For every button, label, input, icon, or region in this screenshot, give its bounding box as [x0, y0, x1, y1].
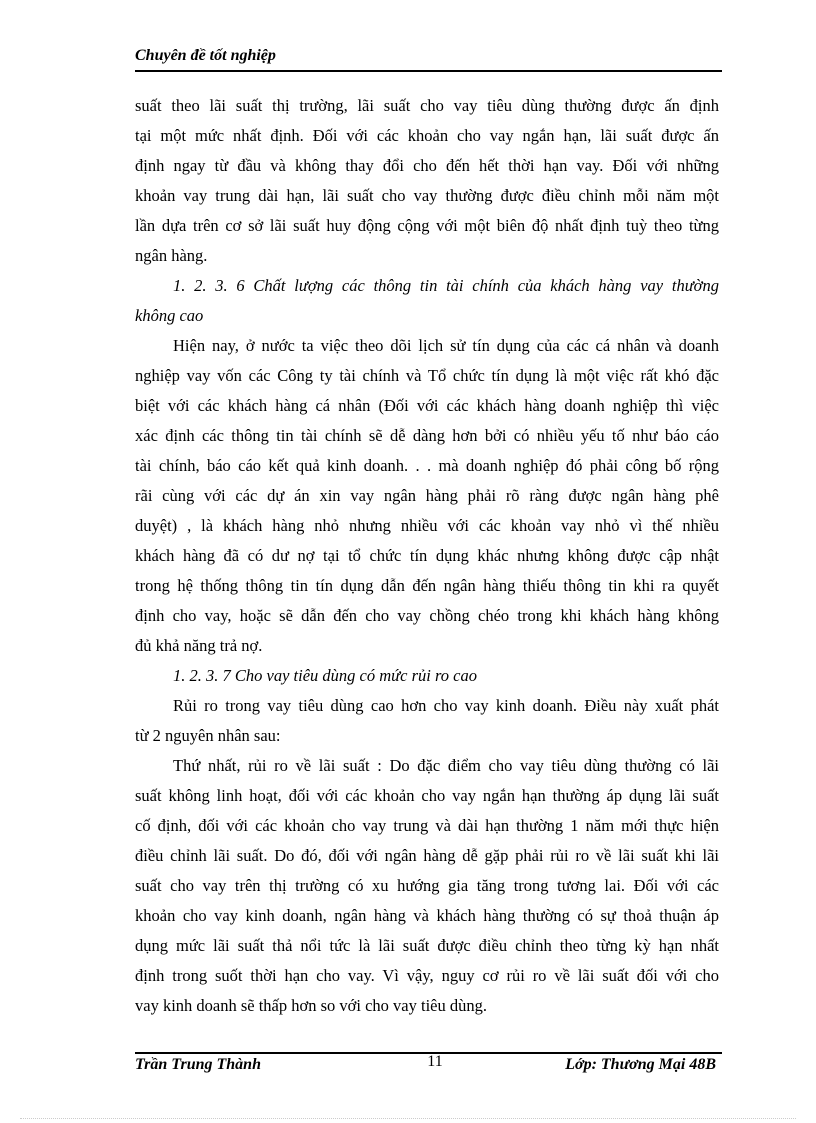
text-line: 1. 2. 3. 6 Chất lượng các thông tin tài chính của khách hàng vay thường: [173, 276, 719, 295]
text-line: đủ khả năng trả nợ.: [135, 636, 263, 655]
text-line: dụng mức lãi suất thả nổi tức là lãi suất được điều chỉnh theo từng kỳ hạn nhất: [135, 936, 719, 955]
text-line: ngân hàng.: [135, 246, 208, 265]
text-line: xác định các thông tin tài chính sẽ dễ dàng hơn bởi có nhiều yếu tố như báo cáo: [135, 426, 719, 445]
paragraph: [135, 751, 719, 1021]
text-line: không cao: [135, 306, 204, 325]
text-line: vay kinh doanh sẽ thấp hơn so với cho vay tiêu dùng.: [135, 996, 487, 1015]
text-line: từ 2 nguyên nhân sau:: [135, 726, 281, 745]
text-line: định ngay từ đầu và không thay đổi cho đến hết thời hạn vay. Đối với những: [135, 156, 719, 175]
text-line: tài chính, báo cáo kết quả kinh doanh. . . mà doanh nghiệp đó phải công bố rộng: [135, 456, 719, 475]
text-line: suất không linh hoạt, đối với các khoản cho vay ngắn hạn thường áp dụng lãi suất: [135, 786, 719, 805]
text-line: Rủi ro trong vay tiêu dùng cao hơn cho vay kinh doanh. Điều này xuất phát: [173, 696, 719, 715]
paragraph: [135, 91, 719, 271]
footer-author: Trần Trung Thành: [135, 1056, 261, 1073]
text-line: khoản cho vay kinh doanh, ngân hàng và khách hàng thường có sự thoả thuận áp: [135, 906, 719, 925]
text-line: 1. 2. 3. 7 Cho vay tiêu dùng có mức rủi ro cao: [173, 666, 477, 685]
header-rule: [135, 70, 722, 72]
text-line: định cho vay, hoặc sẽ dẫn đến cho vay chồng chéo trong khi khách hàng không: [135, 606, 719, 625]
paragraph: [135, 691, 719, 751]
text-line: cố định, đối với các khoản cho vay trung và dài hạn thường 1 năm mới thực hiện: [135, 816, 719, 835]
text-line: lần dựa trên cơ sở lãi suất huy động cộng với một biên độ nhất định tuỳ theo từng: [135, 216, 719, 235]
text-line: Hiện nay, ở nước ta việc theo dõi lịch sử tín dụng của các cá nhân và doanh: [173, 336, 719, 355]
paragraph: [135, 331, 719, 661]
section-heading: [135, 271, 719, 331]
text-line: tại một mức nhất định. Đối với các khoản cho vay ngắn hạn, lãi suất được ấn: [135, 126, 719, 145]
page-number: 11: [427, 1053, 443, 1070]
text-line: rãi cùng với các dự án xin vay ngân hàng phải rõ ràng được ngân hàng phê: [135, 486, 719, 505]
document-body: [135, 91, 719, 1021]
text-line: khách hàng đã có dư nợ tại tổ chức tín dụng khác nhưng không được cập nhật: [135, 546, 719, 565]
text-line: Thứ nhất, rủi ro về lãi suất : Do đặc điểm cho vay tiêu dùng thường có lãi: [173, 756, 719, 775]
text-line: nghiệp vay vốn các Công ty tài chính và Tổ chức tín dụng là một việc rất khó đặc: [135, 366, 719, 385]
text-line: định trong suốt thời hạn cho vay. Vì vậy, nguy cơ rủi ro về lãi suất đối với cho: [135, 966, 719, 985]
text-line: suất theo lãi suất thị trường, lãi suất cho vay tiêu dùng thường được ấn định: [135, 96, 719, 115]
section-heading: [135, 661, 719, 691]
text-line: khoản vay trung dài hạn, lãi suất cho vay thường được điều chỉnh mỗi năm một: [135, 186, 719, 205]
header-title: Chuyên đề tốt nghiệp: [135, 47, 276, 64]
page-edge-divider: [20, 1118, 796, 1119]
text-line: điều chỉnh lãi suất. Do đó, đối với ngân hàng dễ gặp phải rủi ro về lãi suất khi lãi: [135, 846, 719, 865]
text-line: suất cho vay trên thị trường có xu hướng gia tăng trong tương lai. Đối với các: [135, 876, 719, 895]
text-line: biệt với các khách hàng cá nhân (Đối với các khách hàng doanh nghiệp thì việc: [135, 396, 719, 415]
text-line: trong hệ thống thông tin tín dụng dẫn đến ngân hàng thiếu thông tin khi ra quyết: [135, 576, 719, 595]
footer-class: Lớp: Thương Mại 48B: [565, 1056, 716, 1073]
text-line: duyệt) , là khách hàng nhỏ nhưng nhiều với các khoản vay nhỏ vì thế nhiều: [135, 516, 719, 535]
